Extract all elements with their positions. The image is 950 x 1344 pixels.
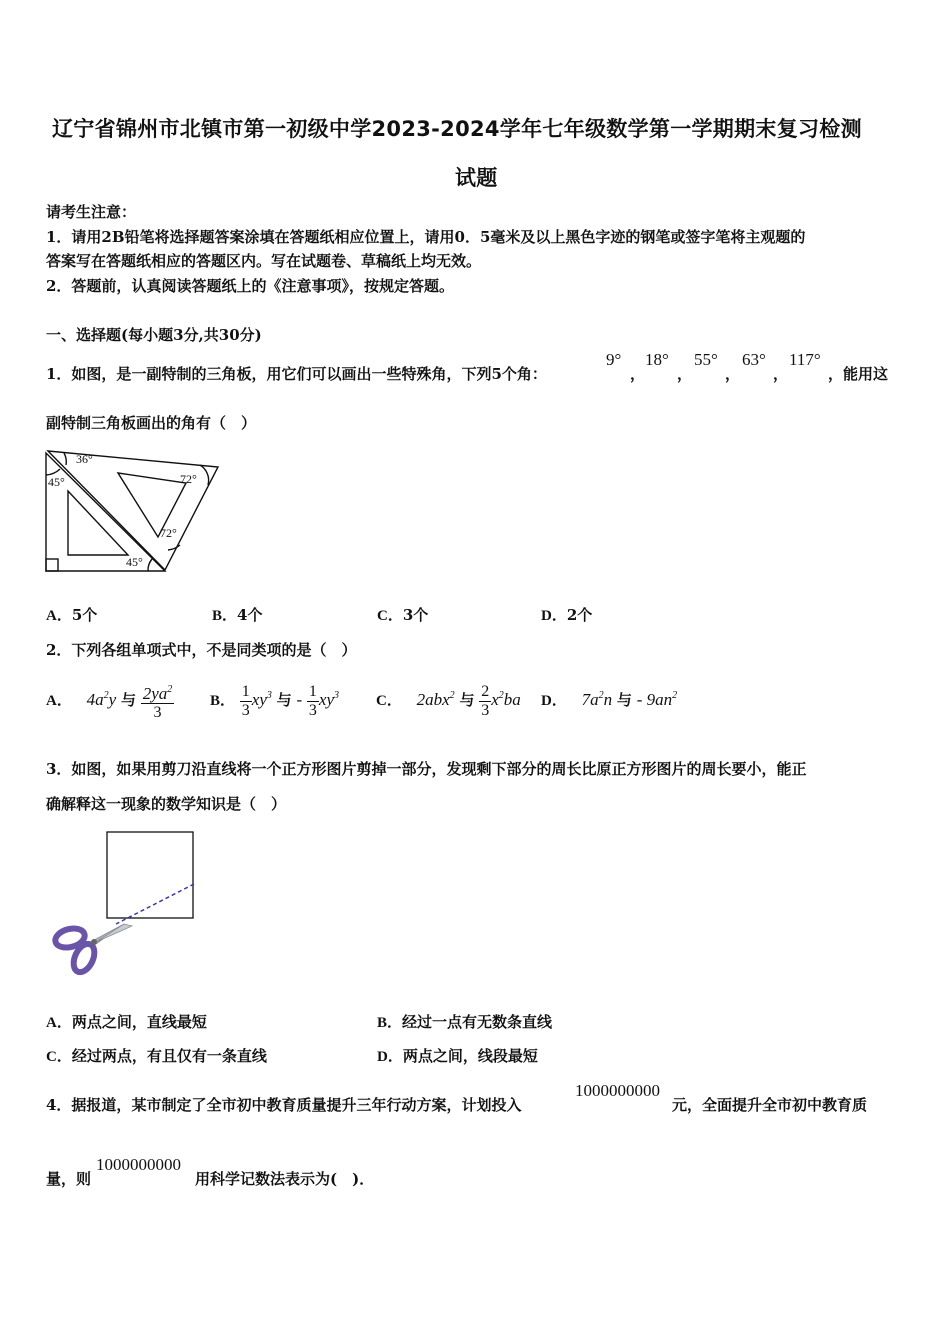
option-label: B． <box>210 693 236 709</box>
q1-angle-1: 9° <box>606 350 622 369</box>
fraction: $\frac{2ya^2}{3}$ <box>141 681 175 722</box>
triangle-45-outline <box>46 453 165 571</box>
scissors-icon <box>53 924 132 975</box>
monomial: $4a^2y$ <box>86 690 117 709</box>
q4-number-repeat: 1000000000 <box>96 1155 181 1174</box>
q2-option-a[interactable] <box>46 676 174 722</box>
option-label: A． <box>46 608 72 624</box>
q2-option-b[interactable] <box>210 676 339 721</box>
q1-comma-1: ， <box>630 365 646 383</box>
notice-item-1: 1．请用2B铅笔将选择题答案涂填在答题纸相应位置上，请用0．5毫米及以上黑色字迹的钢笔或签字笔将主观题的 <box>46 228 806 246</box>
q1-angle-3: 55° <box>694 350 718 369</box>
fig-label-72-bottom: 72° <box>160 526 177 540</box>
option-text: 4个 <box>237 606 263 624</box>
q1-text-end: ，能用这 <box>828 365 889 383</box>
q4-text-line2: 量，则 <box>46 1170 92 1188</box>
monomial: $xy^3$ <box>318 690 340 709</box>
angle-arc-72-top <box>200 465 209 485</box>
q1-option-c[interactable] <box>377 604 428 625</box>
option-label: D． <box>541 693 567 709</box>
angle-arc-72-bottom <box>168 545 180 550</box>
fraction: $\frac{2}{3}$ <box>481 682 490 719</box>
q1-comma-3: ， <box>725 365 741 383</box>
q3-text-cont: 确解释这一现象的数学知识是（ ） <box>46 795 287 813</box>
set-square-figure <box>40 445 225 575</box>
q2-option-d[interactable] <box>541 676 677 721</box>
monomial: 2abx$^2$ <box>416 690 455 709</box>
q1-angle-5: 117° <box>789 350 821 369</box>
notice-item-1-cont: 答案写在答题纸相应的答题区内。写在试题卷、草稿纸上均无效。 <box>46 252 482 270</box>
q4-text-cont: 元，全面提升全市初中教育质 <box>672 1096 868 1114</box>
q2-text: 2．下列各组单项式中，不是同类项的是（ ） <box>46 641 357 659</box>
option-text: 两点之间，线段最短 <box>402 1047 538 1065</box>
q3-text: 3．如图，如果用剪刀沿直线将一个正方形图片剪掉一部分，发现剩下部分的周长比原正方形图片的周长要小，能正 <box>46 760 807 778</box>
section-heading: 一、选择题(每小题3分,共30分) <box>46 326 262 344</box>
right-angle-marker <box>46 559 58 571</box>
option-text: 5个 <box>71 606 98 624</box>
monomial: - $9an^2$ <box>636 690 678 709</box>
monomial: $x^2ba$ <box>491 690 521 709</box>
fig-label-45-bottom: 45° <box>126 555 143 569</box>
angle-arc-36 <box>64 453 66 465</box>
option-label: C． <box>46 1049 72 1065</box>
fraction: $\frac{1}{3}$ <box>308 682 317 719</box>
minus-sign: - <box>296 690 303 709</box>
option-label: B． <box>212 608 238 624</box>
option-label: A． <box>46 693 72 709</box>
q1-comma-2: ， <box>677 365 693 383</box>
triangle-72-outline <box>48 451 218 570</box>
notice-heading: 请考生注意： <box>46 203 137 221</box>
q1-text-cont: 副特制三角板画出的角有（ ） <box>46 414 257 432</box>
option-label: D． <box>541 608 567 624</box>
fig-label-36: 36° <box>76 452 93 466</box>
option-text: 经过一点有无数条直线 <box>402 1013 553 1031</box>
and-word: 与 <box>616 691 632 709</box>
option-label: D． <box>377 1049 403 1065</box>
option-text: 3个 <box>402 606 429 624</box>
q4-number: 1000000000 <box>575 1081 660 1100</box>
fig-label-72-top: 72° <box>180 472 197 486</box>
notice-item-2: 2．答题前，认真阅读答题纸上的《注意事项》，按规定答题。 <box>46 277 454 295</box>
q1-comma-4: ， <box>773 365 789 383</box>
and-word: 与 <box>459 691 475 709</box>
q1-option-d[interactable] <box>541 604 592 625</box>
option-label: C． <box>377 608 403 624</box>
page-title: 辽宁省锦州市北镇市第一初级中学2023-2024学年七年级数学第一学期期末复习检测 <box>52 117 862 141</box>
q1-option-b[interactable] <box>212 604 262 625</box>
q4-text: 4．据报道，某市制定了全市初中教育质量提升三年行动方案，计划投入 <box>46 1096 522 1114</box>
q2-option-c[interactable] <box>376 676 521 721</box>
square-picture <box>107 832 193 918</box>
option-text: 经过两点，有且仅有一条直线 <box>71 1047 267 1065</box>
option-label: C． <box>376 693 402 709</box>
monomial: $xy^3$ <box>251 690 272 709</box>
q3-option-b[interactable] <box>377 1011 552 1032</box>
monomial: $7a^2n$ <box>581 690 613 709</box>
fig-label-45-left: 45° <box>48 475 65 489</box>
option-text: 2个 <box>566 606 593 624</box>
q4-text-end: 用科学记数法表示为( )． <box>195 1170 375 1188</box>
angle-arc-45-bottom <box>148 559 152 571</box>
option-label: A． <box>46 1015 72 1031</box>
q3-option-c[interactable] <box>46 1045 267 1066</box>
q1-angle-2: 18° <box>645 350 669 369</box>
and-word: 与 <box>276 691 292 709</box>
scissors-square-figure <box>44 828 204 980</box>
q1-angle-4: 63° <box>742 350 766 369</box>
q1-text: 1．如图，是一副特制的三角板，用它们可以画出一些特殊角，下列5个角： <box>46 365 547 383</box>
option-label: B． <box>377 1015 403 1031</box>
q3-option-a[interactable] <box>46 1011 207 1032</box>
q1-option-a[interactable] <box>46 604 97 625</box>
and-word: 与 <box>120 691 136 709</box>
option-text: 两点之间，直线最短 <box>71 1013 207 1031</box>
fraction: $\frac{1}{3}$ <box>241 682 250 719</box>
q3-option-d[interactable] <box>377 1045 538 1066</box>
page-title-continued: 试题 <box>455 166 498 190</box>
